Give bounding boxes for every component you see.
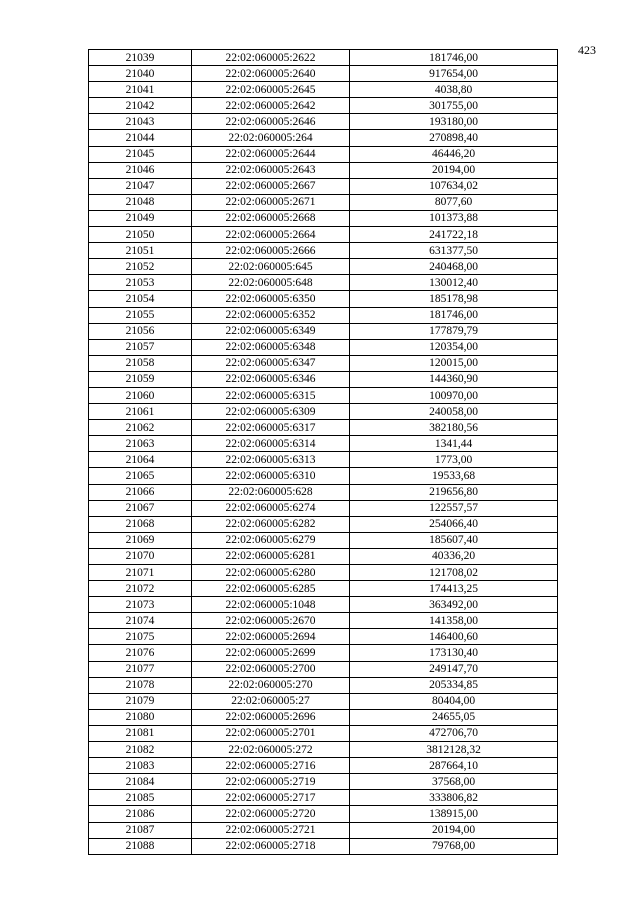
table-row bbox=[89, 468, 558, 484]
table-row bbox=[89, 323, 558, 339]
row-number-cell: 21050 bbox=[89, 227, 192, 243]
page-number: 423 bbox=[578, 43, 596, 57]
cadastral-number-cell: 22:02:060005:264 bbox=[192, 130, 350, 146]
table-row bbox=[89, 742, 558, 758]
row-number-cell: 21077 bbox=[89, 661, 192, 677]
cadastral-number-cell: 22:02:060005:6282 bbox=[192, 516, 350, 532]
row-number-cell: 21043 bbox=[89, 114, 192, 130]
cadastral-number-cell: 22:02:060005:2696 bbox=[192, 709, 350, 725]
table-row bbox=[89, 227, 558, 243]
cadastral-number-cell: 22:02:060005:645 bbox=[192, 259, 350, 275]
cadastral-value-cell: 24655,05 bbox=[350, 709, 558, 725]
table-row bbox=[89, 581, 558, 597]
cadastral-value-cell: 37568,00 bbox=[350, 774, 558, 790]
cadastral-number-cell: 22:02:060005:6309 bbox=[192, 404, 350, 420]
table-row bbox=[89, 339, 558, 355]
row-number-cell: 21079 bbox=[89, 693, 192, 709]
table-row bbox=[89, 275, 558, 291]
cadastral-value-cell: 121708,02 bbox=[350, 565, 558, 581]
cadastral-value-cell: 185178,98 bbox=[350, 291, 558, 307]
table-row bbox=[89, 66, 558, 82]
cadastral-value-cell: 1773,00 bbox=[350, 452, 558, 468]
row-number-cell: 21065 bbox=[89, 468, 192, 484]
row-number-cell: 21081 bbox=[89, 725, 192, 741]
table-row bbox=[89, 436, 558, 452]
cadastral-number-cell: 22:02:060005:2671 bbox=[192, 194, 350, 210]
row-number-cell: 21045 bbox=[89, 146, 192, 162]
table-row bbox=[89, 677, 558, 693]
cadastral-number-cell: 22:02:060005:2640 bbox=[192, 66, 350, 82]
row-number-cell: 21062 bbox=[89, 420, 192, 436]
row-number-cell: 21058 bbox=[89, 355, 192, 371]
row-number-cell: 21070 bbox=[89, 548, 192, 564]
cadastral-value-cell: 249147,70 bbox=[350, 661, 558, 677]
row-number-cell: 21083 bbox=[89, 758, 192, 774]
cadastral-value-cell: 240058,00 bbox=[350, 404, 558, 420]
row-number-cell: 21046 bbox=[89, 162, 192, 178]
cadastral-value-cell: 120354,00 bbox=[350, 339, 558, 355]
cadastral-number-cell: 22:02:060005:272 bbox=[192, 742, 350, 758]
table-row bbox=[89, 371, 558, 387]
table-row bbox=[89, 210, 558, 226]
row-number-cell: 21080 bbox=[89, 709, 192, 725]
cadastral-number-cell: 22:02:060005:2700 bbox=[192, 661, 350, 677]
cadastral-number-cell: 22:02:060005:2666 bbox=[192, 243, 350, 259]
row-number-cell: 21075 bbox=[89, 629, 192, 645]
row-number-cell: 21060 bbox=[89, 387, 192, 403]
table-row bbox=[89, 162, 558, 178]
row-number-cell: 21047 bbox=[89, 178, 192, 194]
cadastral-value-cell: 122557,57 bbox=[350, 500, 558, 516]
table-row bbox=[89, 822, 558, 838]
cadastral-value-cell: 100970,00 bbox=[350, 387, 558, 403]
row-number-cell: 21056 bbox=[89, 323, 192, 339]
cadastral-number-cell: 22:02:060005:2668 bbox=[192, 210, 350, 226]
row-number-cell: 21048 bbox=[89, 194, 192, 210]
cadastral-number-cell: 22:02:060005:648 bbox=[192, 275, 350, 291]
table-row bbox=[89, 613, 558, 629]
table-row bbox=[89, 178, 558, 194]
cadastral-value-cell: 219656,80 bbox=[350, 484, 558, 500]
table-row bbox=[89, 82, 558, 98]
row-number-cell: 21042 bbox=[89, 98, 192, 114]
row-number-cell: 21072 bbox=[89, 581, 192, 597]
row-number-cell: 21049 bbox=[89, 210, 192, 226]
table-row bbox=[89, 725, 558, 741]
table-row bbox=[89, 806, 558, 822]
row-number-cell: 21040 bbox=[89, 66, 192, 82]
table-row bbox=[89, 500, 558, 516]
cadastral-number-cell: 22:02:060005:2646 bbox=[192, 114, 350, 130]
cadastral-value-cell: 241722,18 bbox=[350, 227, 558, 243]
table-row bbox=[89, 452, 558, 468]
row-number-cell: 21041 bbox=[89, 82, 192, 98]
cadastral-number-cell: 22:02:060005:2643 bbox=[192, 162, 350, 178]
row-number-cell: 21078 bbox=[89, 677, 192, 693]
table-row bbox=[89, 774, 558, 790]
cadastral-value-cell: 107634,02 bbox=[350, 178, 558, 194]
cadastral-value-cell: 185607,40 bbox=[350, 532, 558, 548]
cadastral-value-cell: 173130,40 bbox=[350, 645, 558, 661]
cadastral-value-cell: 177879,79 bbox=[350, 323, 558, 339]
table-row bbox=[89, 484, 558, 500]
cadastral-value-cell: 40336,20 bbox=[350, 548, 558, 564]
cadastral-value-cell: 130012,40 bbox=[350, 275, 558, 291]
cadastral-value-cell: 79768,00 bbox=[350, 838, 558, 854]
cadastral-number-cell: 22:02:060005:2667 bbox=[192, 178, 350, 194]
cadastral-number-cell: 22:02:060005:2720 bbox=[192, 806, 350, 822]
row-number-cell: 21064 bbox=[89, 452, 192, 468]
cadastral-number-cell: 22:02:060005:2622 bbox=[192, 50, 350, 66]
row-number-cell: 21061 bbox=[89, 404, 192, 420]
cadastral-value-cell: 181746,00 bbox=[350, 50, 558, 66]
cadastral-value-cell: 146400,60 bbox=[350, 629, 558, 645]
row-number-cell: 21053 bbox=[89, 275, 192, 291]
row-number-cell: 21057 bbox=[89, 339, 192, 355]
cadastral-number-cell: 22:02:060005:2699 bbox=[192, 645, 350, 661]
cadastral-number-cell: 22:02:060005:6348 bbox=[192, 339, 350, 355]
table-row bbox=[89, 790, 558, 806]
cadastral-value-cell: 382180,56 bbox=[350, 420, 558, 436]
cadastral-value-cell: 120015,00 bbox=[350, 355, 558, 371]
cadastral-value-cell: 270898,40 bbox=[350, 130, 558, 146]
row-number-cell: 21068 bbox=[89, 516, 192, 532]
table-row bbox=[89, 532, 558, 548]
cadastral-value-cell: 1341,44 bbox=[350, 436, 558, 452]
cadastral-number-cell: 22:02:060005:628 bbox=[192, 484, 350, 500]
cadastral-value-cell: 254066,40 bbox=[350, 516, 558, 532]
cadastral-number-cell: 22:02:060005:1048 bbox=[192, 597, 350, 613]
cadastral-number-cell: 22:02:060005:6350 bbox=[192, 291, 350, 307]
table-row bbox=[89, 194, 558, 210]
table-row bbox=[89, 307, 558, 323]
table-row bbox=[89, 548, 558, 564]
cadastral-number-cell: 22:02:060005:2645 bbox=[192, 82, 350, 98]
row-number-cell: 21076 bbox=[89, 645, 192, 661]
row-number-cell: 21052 bbox=[89, 259, 192, 275]
cadastral-number-cell: 22:02:060005:6274 bbox=[192, 500, 350, 516]
cadastral-value-cell: 4038,80 bbox=[350, 82, 558, 98]
table-row bbox=[89, 404, 558, 420]
cadastral-number-cell: 22:02:060005:6347 bbox=[192, 355, 350, 371]
cadastral-value-cell: 287664,10 bbox=[350, 758, 558, 774]
table-row bbox=[89, 693, 558, 709]
cadastral-value-cell: 144360,90 bbox=[350, 371, 558, 387]
row-number-cell: 21071 bbox=[89, 565, 192, 581]
row-number-cell: 21044 bbox=[89, 130, 192, 146]
cadastral-value-cell: 205334,85 bbox=[350, 677, 558, 693]
row-number-cell: 21088 bbox=[89, 838, 192, 854]
cadastral-value-cell: 20194,00 bbox=[350, 822, 558, 838]
cadastral-number-cell: 22:02:060005:2670 bbox=[192, 613, 350, 629]
cadastral-number-cell: 22:02:060005:2721 bbox=[192, 822, 350, 838]
cadastral-value-cell: 141358,00 bbox=[350, 613, 558, 629]
cadastral-value-cell: 193180,00 bbox=[350, 114, 558, 130]
table-row bbox=[89, 565, 558, 581]
row-number-cell: 21087 bbox=[89, 822, 192, 838]
table-row bbox=[89, 597, 558, 613]
cadastral-value-cell: 8077,60 bbox=[350, 194, 558, 210]
cadastral-value-cell: 240468,00 bbox=[350, 259, 558, 275]
table-row bbox=[89, 661, 558, 677]
cadastral-number-cell: 22:02:060005:27 bbox=[192, 693, 350, 709]
row-number-cell: 21082 bbox=[89, 742, 192, 758]
table-row bbox=[89, 50, 558, 66]
cadastral-value-cell: 80404,00 bbox=[350, 693, 558, 709]
cadastral-number-cell: 22:02:060005:2644 bbox=[192, 146, 350, 162]
table-row bbox=[89, 114, 558, 130]
table-row bbox=[89, 146, 558, 162]
cadastral-number-cell: 22:02:060005:6352 bbox=[192, 307, 350, 323]
cadastral-number-cell: 22:02:060005:2642 bbox=[192, 98, 350, 114]
cadastral-number-cell: 22:02:060005:6313 bbox=[192, 452, 350, 468]
row-number-cell: 21055 bbox=[89, 307, 192, 323]
cadastral-value-table bbox=[88, 49, 558, 855]
cadastral-number-cell: 22:02:060005:6280 bbox=[192, 565, 350, 581]
table-row bbox=[89, 758, 558, 774]
row-number-cell: 21074 bbox=[89, 613, 192, 629]
table-row bbox=[89, 259, 558, 275]
table-row bbox=[89, 629, 558, 645]
cadastral-value-cell: 472706,70 bbox=[350, 725, 558, 741]
cadastral-number-cell: 22:02:060005:2701 bbox=[192, 725, 350, 741]
cadastral-value-cell: 101373,88 bbox=[350, 210, 558, 226]
table-row bbox=[89, 709, 558, 725]
cadastral-value-cell: 917654,00 bbox=[350, 66, 558, 82]
row-number-cell: 21085 bbox=[89, 790, 192, 806]
cadastral-number-cell: 22:02:060005:270 bbox=[192, 677, 350, 693]
cadastral-number-cell: 22:02:060005:2717 bbox=[192, 790, 350, 806]
table-row bbox=[89, 291, 558, 307]
row-number-cell: 21066 bbox=[89, 484, 192, 500]
table-row bbox=[89, 838, 558, 854]
row-number-cell: 21086 bbox=[89, 806, 192, 822]
row-number-cell: 21073 bbox=[89, 597, 192, 613]
table-row bbox=[89, 387, 558, 403]
table-row bbox=[89, 645, 558, 661]
cadastral-number-cell: 22:02:060005:2716 bbox=[192, 758, 350, 774]
table-row bbox=[89, 355, 558, 371]
cadastral-value-cell: 181746,00 bbox=[350, 307, 558, 323]
cadastral-number-cell: 22:02:060005:2719 bbox=[192, 774, 350, 790]
row-number-cell: 21084 bbox=[89, 774, 192, 790]
cadastral-number-cell: 22:02:060005:6315 bbox=[192, 387, 350, 403]
cadastral-value-cell: 363492,00 bbox=[350, 597, 558, 613]
cadastral-number-cell: 22:02:060005:2664 bbox=[192, 227, 350, 243]
row-number-cell: 21063 bbox=[89, 436, 192, 452]
cadastral-value-cell: 20194,00 bbox=[350, 162, 558, 178]
table-row bbox=[89, 420, 558, 436]
cadastral-number-cell: 22:02:060005:6346 bbox=[192, 371, 350, 387]
cadastral-number-cell: 22:02:060005:2694 bbox=[192, 629, 350, 645]
table-row bbox=[89, 130, 558, 146]
cadastral-number-cell: 22:02:060005:6279 bbox=[192, 532, 350, 548]
cadastral-value-cell: 301755,00 bbox=[350, 98, 558, 114]
table-body bbox=[89, 50, 558, 855]
cadastral-value-cell: 3812128,32 bbox=[350, 742, 558, 758]
cadastral-number-cell: 22:02:060005:6314 bbox=[192, 436, 350, 452]
cadastral-number-cell: 22:02:060005:2718 bbox=[192, 838, 350, 854]
table-row bbox=[89, 98, 558, 114]
row-number-cell: 21039 bbox=[89, 50, 192, 66]
row-number-cell: 21059 bbox=[89, 371, 192, 387]
cadastral-number-cell: 22:02:060005:6281 bbox=[192, 548, 350, 564]
cadastral-value-cell: 174413,25 bbox=[350, 581, 558, 597]
cadastral-value-cell: 333806,82 bbox=[350, 790, 558, 806]
cadastral-value-cell: 19533,68 bbox=[350, 468, 558, 484]
table-row bbox=[89, 516, 558, 532]
cadastral-number-cell: 22:02:060005:6285 bbox=[192, 581, 350, 597]
cadastral-value-cell: 631377,50 bbox=[350, 243, 558, 259]
table-row bbox=[89, 243, 558, 259]
cadastral-value-cell: 138915,00 bbox=[350, 806, 558, 822]
row-number-cell: 21069 bbox=[89, 532, 192, 548]
row-number-cell: 21051 bbox=[89, 243, 192, 259]
cadastral-number-cell: 22:02:060005:6310 bbox=[192, 468, 350, 484]
cadastral-value-cell: 46446,20 bbox=[350, 146, 558, 162]
row-number-cell: 21067 bbox=[89, 500, 192, 516]
cadastral-number-cell: 22:02:060005:6349 bbox=[192, 323, 350, 339]
cadastral-number-cell: 22:02:060005:6317 bbox=[192, 420, 350, 436]
row-number-cell: 21054 bbox=[89, 291, 192, 307]
